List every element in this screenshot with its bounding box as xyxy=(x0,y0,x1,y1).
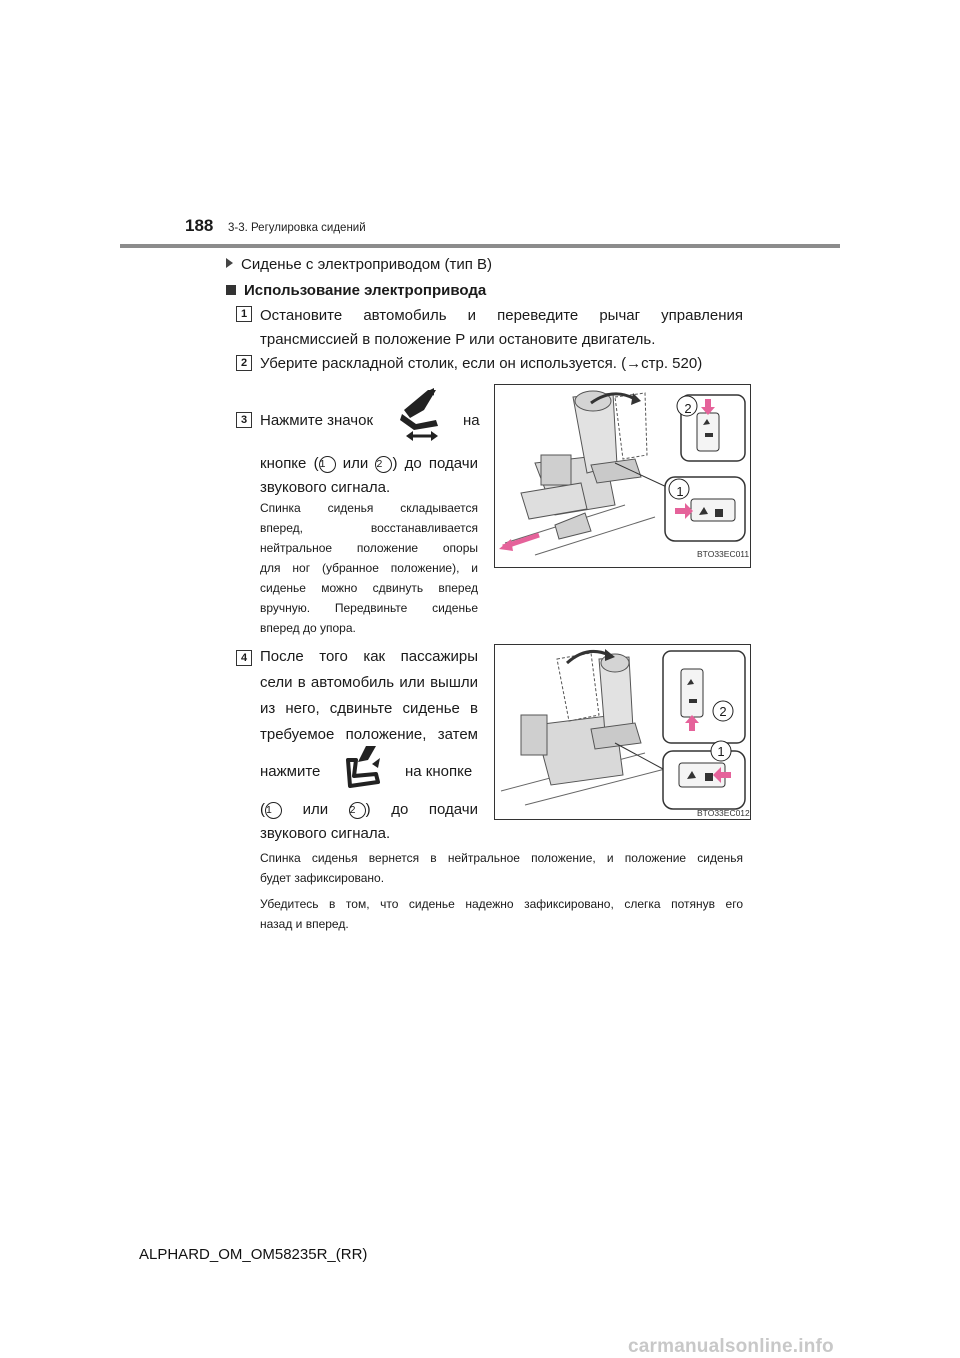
step-3-note-line: Спинка сиденья складывается xyxy=(260,501,478,515)
step-3-note xyxy=(260,498,478,638)
step-3-row-2-or: или xyxy=(342,455,369,472)
step-4-row-6-a: ( xyxy=(260,801,265,818)
step-4-note-2-line-1: Убедитесь в том, что сиденье надежно зафиксировано, слегка потянув его xyxy=(260,897,743,911)
callout-circle-1: 1 xyxy=(319,456,336,473)
step-4-line: требуемое положение, затем xyxy=(260,726,478,743)
step-3-row-1-b: на xyxy=(463,412,480,429)
figure-2 xyxy=(494,644,751,820)
step-3-row-2-b: ) до подачи xyxy=(392,455,478,472)
step-1-line-1: Остановите автомобиль и переведите рычаг управления xyxy=(260,307,743,324)
triangle-icon xyxy=(226,258,233,268)
seat-return-icon xyxy=(340,746,388,796)
seat-illustration-1 xyxy=(495,385,750,567)
step-number-2: 2 xyxy=(236,355,252,371)
figure-2-callout-2: 2 xyxy=(719,704,727,719)
subheading-text: Сиденье с электроприводом (тип B) xyxy=(241,256,493,273)
document-code: ALPHARD_OM_OM58235R_(RR) xyxy=(139,1246,368,1263)
callout-circle-2: 2 xyxy=(375,456,392,473)
step-3-note-line: вручную. Передвиньте сиденье xyxy=(260,601,478,615)
step-3-row-3: звукового сигнала. xyxy=(260,479,391,496)
step-3-row-2 xyxy=(260,452,478,476)
figure-1-code: BTO33EC011 xyxy=(697,549,750,559)
step-4-note-2-line-2: назад и вперед. xyxy=(260,917,349,931)
subheading xyxy=(226,256,492,273)
step-3-row-2-a: кнопке ( xyxy=(260,455,319,472)
step-4-row-5-a: нажмите xyxy=(260,763,321,780)
page-number: 188 xyxy=(185,216,214,235)
callout-circle-1: 1 xyxy=(265,802,282,819)
step-3-row-1-a: Нажмите значок xyxy=(260,412,374,429)
square-bullet-icon xyxy=(226,285,236,295)
step-4-row-6 xyxy=(260,798,478,822)
seat-illustration-2 xyxy=(495,645,750,819)
step-4-line: сели в автомобиль или вышли xyxy=(260,674,478,691)
figure-1-callout-2: 2 xyxy=(684,401,692,416)
figure-1-callout-1: 1 xyxy=(676,484,684,499)
figure-2-callout-1: 1 xyxy=(717,744,725,759)
step-4-line: После того как пассажиры xyxy=(260,648,478,665)
watermark: carmanualsonline.info xyxy=(628,1336,834,1357)
step-4-line: из него, сдвиньте сиденье в xyxy=(260,700,478,717)
header-rule xyxy=(120,244,840,248)
figure-1 xyxy=(494,384,751,568)
step-number-4: 4 xyxy=(236,650,252,666)
step-1-line-2: трансмиссией в положение P или остановите двигатель. xyxy=(260,331,656,348)
step-3-note-line: для ног (убранное положение), и xyxy=(260,561,478,575)
step-number-1: 1 xyxy=(236,306,252,322)
section-heading xyxy=(226,282,486,299)
callout-circle-2: 2 xyxy=(349,802,366,819)
section-title: 3-3. Регулировка сидений xyxy=(228,222,366,234)
step-4-row-5-b: на кнопке xyxy=(405,763,473,780)
step-number-3: 3 xyxy=(236,412,252,428)
step-4-note-1-line-2: будет зафиксировано. xyxy=(260,871,385,885)
step-2-line-1: Уберите раскладной столик, если он используется. (→стр. 520) xyxy=(260,355,703,372)
step-4-note-1-line-1: Спинка сиденья вернется в нейтральное положение, и положение сиденья xyxy=(260,851,743,865)
step-3-note-line: нейтральное положение опоры xyxy=(260,541,478,555)
step-3-note-line: сиденье можно сдвинуть вперед xyxy=(260,581,478,595)
step-3-note-line: вперед, восстанавливается xyxy=(260,521,478,535)
heading-text: Использование электропривода xyxy=(244,282,487,299)
figure-2-code: BTO33EC012 xyxy=(697,808,750,818)
step-3-note-line: вперед до упора. xyxy=(260,621,356,635)
step-4-row-6-or: или xyxy=(302,801,329,818)
step-4-row-6-b: ) до подачи xyxy=(365,801,478,818)
step-4-row-7: звукового сигнала. xyxy=(260,825,391,842)
seat-fold-icon xyxy=(400,388,444,444)
